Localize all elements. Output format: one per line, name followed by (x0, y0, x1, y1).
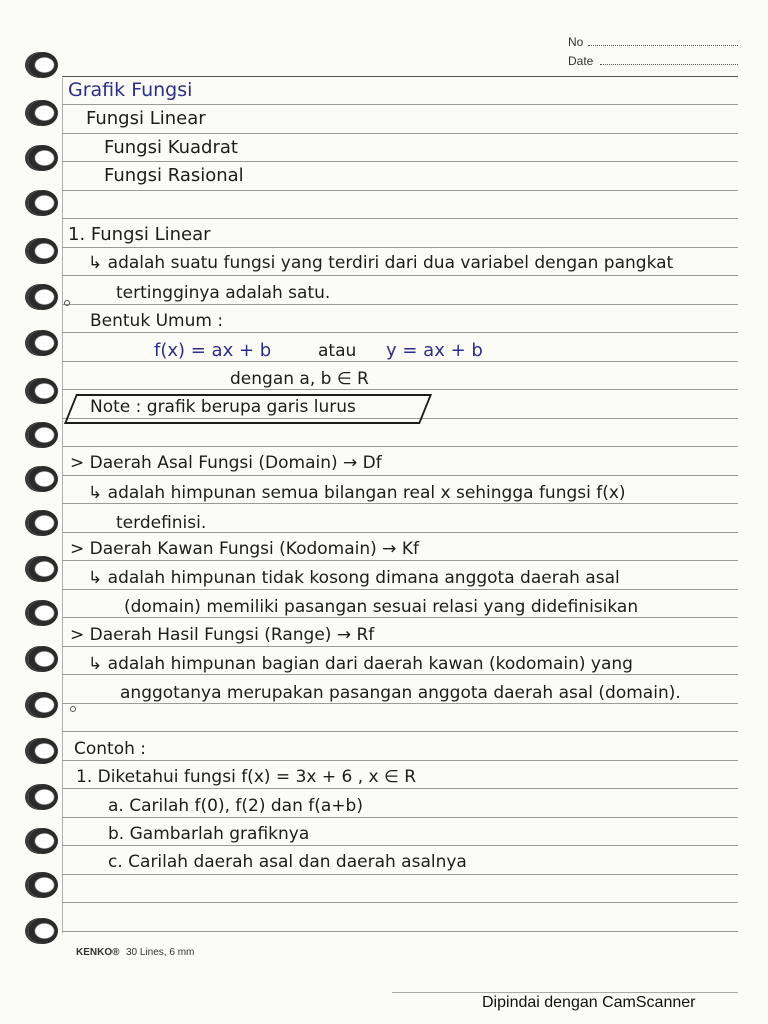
date-label: Date (568, 54, 594, 68)
margin-dot (64, 300, 70, 306)
ruled-line (62, 389, 738, 390)
paper-brand: KENKO® (76, 947, 120, 958)
no-field-line (588, 45, 738, 46)
binder-hole-icon (28, 378, 58, 404)
binder-hole-icon (28, 918, 58, 944)
ruled-line (62, 475, 738, 476)
ruled-line (62, 446, 738, 447)
paper-spec: 30 Lines, 6 mm (126, 947, 195, 958)
binder-hole-icon (28, 784, 58, 810)
domain-heading: > Daerah Asal Fungsi (Domain) → Df (70, 453, 382, 473)
binder-hole-icon (28, 238, 58, 264)
range-definition: anggotanya merupakan pasangan anggota daerah asal (domain). (120, 683, 681, 703)
binder-hole-icon (28, 646, 58, 672)
binder-hole-icon (28, 872, 58, 898)
page-title: Grafik Fungsi (68, 79, 193, 101)
binder-hole-icon (28, 330, 58, 356)
formula: f(x) = ax + b (154, 340, 272, 361)
binder-hole-icon (28, 52, 58, 78)
margin-line (62, 78, 63, 933)
ruled-line (62, 902, 738, 903)
codomain-definition: (domain) memiliki pasangan sesuai relasi yang didefinisikan (124, 597, 639, 617)
binder-hole-icon (28, 145, 58, 171)
ruled-line (62, 731, 738, 732)
binder-hole-icon (28, 556, 58, 582)
date-field-line (600, 64, 738, 65)
formula-condition: dengan a, b ∈ R (230, 369, 369, 389)
domain-definition: terdefinisi. (116, 513, 207, 533)
binder-hole-icon (28, 100, 58, 126)
example-question: b. Gambarlah grafiknya (108, 824, 310, 844)
ruled-line (62, 104, 738, 105)
ruled-line (62, 133, 738, 134)
range-definition: ↳ adalah himpunan bagian dari daerah kawan (kodomain) yang (88, 654, 633, 674)
binder-hole-icon (28, 190, 58, 216)
codomain-definition: ↳ adalah himpunan tidak kosong dimana anggota daerah asal (88, 568, 620, 588)
ruled-line (62, 218, 738, 219)
range-heading: > Daerah Hasil Fungsi (Range) → Rf (70, 625, 375, 645)
ruled-line (62, 874, 738, 875)
no-label: No (568, 35, 584, 49)
ruled-line (62, 845, 738, 846)
definition-text: ↳ adalah suatu fungsi yang terdiri dari dua variabel dengan pangkat (88, 253, 674, 273)
example-heading: Contoh : (74, 739, 147, 759)
ruled-line (62, 190, 738, 191)
ruled-line (62, 760, 738, 761)
binder-hole-icon (28, 284, 58, 310)
scanner-watermark: Dipindai dengan CamScanner (482, 994, 696, 1011)
binder-hole-icon (28, 600, 58, 626)
ruled-line (62, 247, 738, 248)
binder-hole-icon (28, 828, 58, 854)
ruled-line (62, 646, 738, 647)
ruled-line (62, 817, 738, 818)
margin-dot (70, 706, 76, 712)
codomain-heading: > Daerah Kawan Fungsi (Kodomain) → Kf (70, 539, 419, 559)
binder-hole-icon (28, 738, 58, 764)
ruled-line (62, 304, 738, 305)
domain-definition: ↳ adalah himpunan semua bilangan real x sehingga fungsi f(x) (88, 483, 626, 503)
ruled-line (62, 589, 738, 590)
note-text: Note : grafik berupa garis lurus (90, 397, 356, 417)
subheading: Bentuk Umum : (90, 311, 224, 331)
ruled-line (62, 275, 738, 276)
ruled-line (62, 788, 738, 789)
toc-item: Fungsi Linear (86, 108, 206, 129)
toc-item: Fungsi Rasional (104, 165, 244, 186)
ruled-line (62, 560, 738, 561)
example-problem: 1. Diketahui fungsi f(x) = 3x + 6 , x ∈ R (76, 767, 417, 787)
section-heading: 1. Fungsi Linear (68, 224, 211, 245)
top-rule (62, 76, 738, 77)
binder-hole-icon (28, 692, 58, 718)
binder-hole-icon (28, 422, 58, 448)
formula: y = ax + b (386, 340, 483, 361)
definition-text: tertingginya adalah satu. (116, 283, 331, 303)
ruled-line (62, 332, 738, 333)
binder-hole-icon (28, 510, 58, 536)
ruled-line (62, 161, 738, 162)
example-question: c. Carilah daerah asal dan daerah asalnya (108, 852, 467, 872)
toc-item: Fungsi Kuadrat (104, 137, 238, 158)
binder-hole-icon (28, 466, 58, 492)
connector-text: atau (318, 341, 357, 361)
example-question: a. Carilah f(0), f(2) dan f(a+b) (108, 796, 363, 816)
ruled-line (62, 931, 738, 932)
